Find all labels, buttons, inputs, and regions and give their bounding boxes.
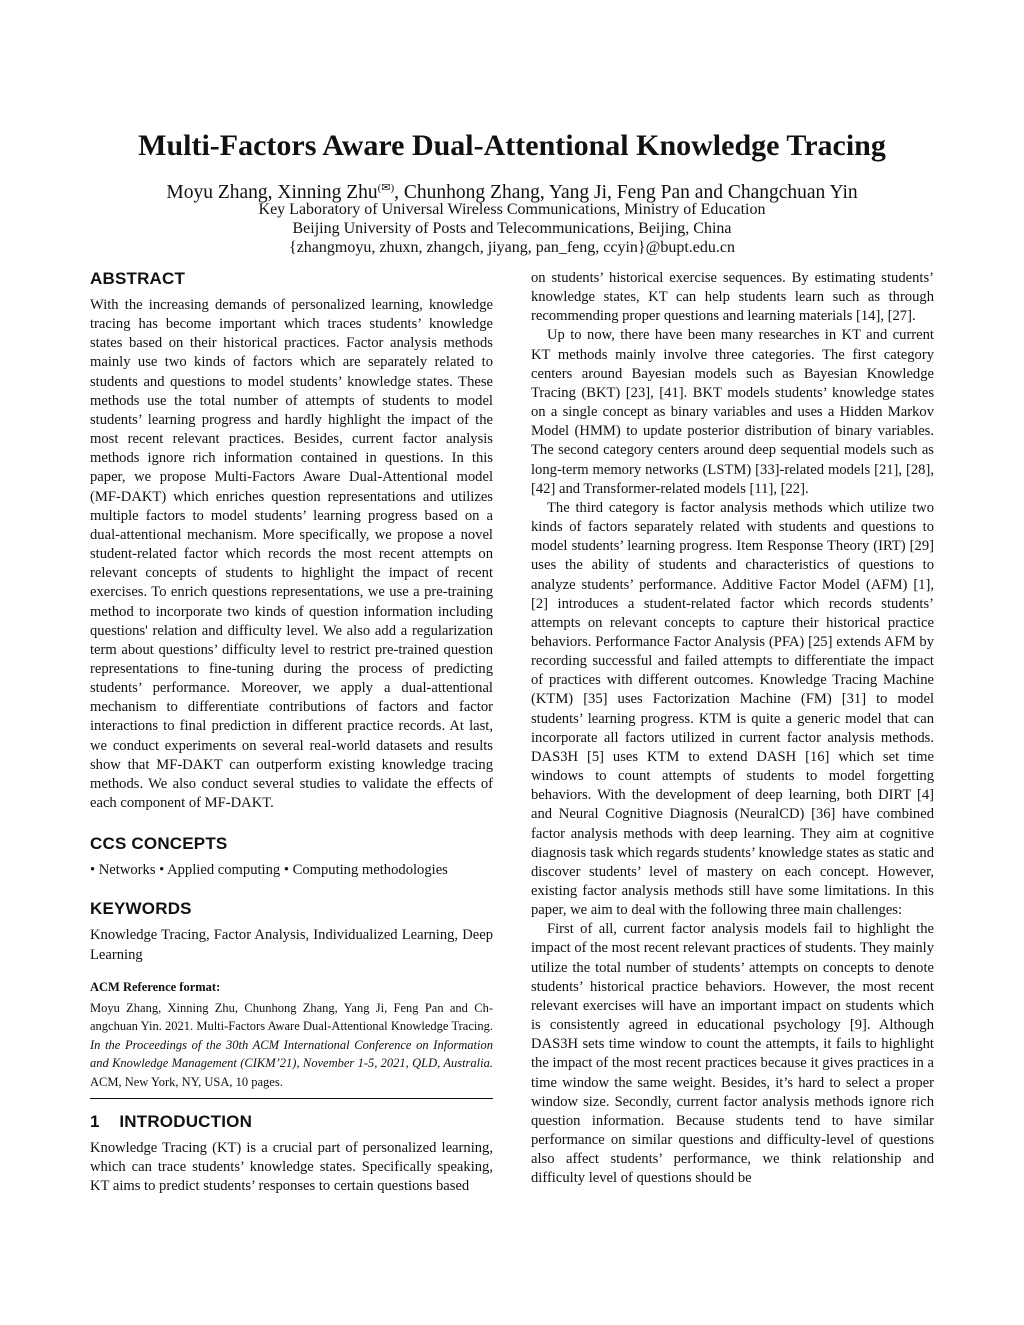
section-divider [90, 1098, 493, 1099]
introduction-paragraph-2: Up to now, there have been many researches in KT and current KT methods mainly involve three categories. The first category centers around Bayesian models such as Bayesian Knowledge Tracing (BKT) [23], [41]. BKT models students’ knowledge states on a single concept as binary variables and uses a Hidden Markov Model (HMM) to update posterior distribution of binary variables. The second category centers around deep sequential models such as long-term memory networks (LSTM) [33]-related models [21], [28], [42] and Transformer-related models [11], [22]. [531, 327, 934, 497]
acm-reference-citation: Moyu Zhang, Xinning Zhu, Chunhong Zhang, Yang Ji, Feng Pan and Ch-angchuan Yin. 2021. Multi-Factors Aware Dual-Attentional Knowledge Tracing. [90, 1000, 493, 1034]
paper-title: Multi-Factors Aware Dual-Attentional Knowledge Tracing [138, 129, 886, 162]
author-emails: {zhangmoyu, zhuxn, zhangch, jiyang, pan_feng, ccyin}@bupt.edu.cn [289, 239, 735, 256]
ccs-text: • Networks • Applied computing • Computing methodologies [90, 862, 448, 879]
affiliation-2: Beijing University of Posts and Telecommunications, Beijing, China [292, 220, 732, 237]
keywords-heading: KEYWORDS [90, 899, 192, 919]
acm-reference-venue: In the Proceedings of the 30th ACM International Conference on Information and Knowledge Management (CIKM’21), November 1-5, 2021, QLD, Australia. [90, 1037, 493, 1071]
abstract-heading: ABSTRACT [90, 269, 186, 288]
introduction-paragraph-1-end: on students’ historical exercise sequences. By estimating students’ knowledge states, KT can help students learn such as through recommending proper questions and learning materials [14], [27]. [531, 270, 934, 325]
introduction-paragraph-1-start: Knowledge Tracing (KT) is a crucial part of personalized learning, which can trace students’ knowledge states. Specifically speaking, KT aims to predict students’ responses to certain questions based [90, 1139, 493, 1194]
ccs-heading: CCS CONCEPTS [90, 834, 228, 854]
left-column [90, 268, 493, 1196]
authors-part-2: , Chunhong Zhang, Yang Ji, Feng Pan and Changchuan Yin [394, 182, 858, 203]
introduction-paragraph-4: First of all, current factor analysis models fail to highlight the impact of the most recent relevant practices of students. They mainly utilize the total number of students’ attempts on concepts to denote students’ historical practice behaviors. However, the most recent relevant exercises will have an important impact on students which is consistently agreed in educational psychology [9]. Although DAS3H sets time window to count the attempts, it fails to highlight the impact of the most recent practices because it gives practices in a time window the same weight. Besides, it’s hard to select a proper window size. Secondly, current factor analysis methods ignore rich question information. Because students tend to have similar performance on similar questions and difficulty-level of questions also affect students’ performance, we think relationship and difficulty level of questions should be [531, 921, 934, 1187]
acm-reference-publisher: ACM, New York, NY, USA, 10 pages. [90, 1075, 283, 1090]
corresponding-author-mark: (✉) [377, 182, 395, 194]
right-column [531, 269, 934, 1189]
keywords-text: Knowledge Tracing, Factor Analysis, Individualized Learning, Deep Learning [90, 927, 493, 963]
introduction-paragraph-3: The third category is factor analysis methods which utilize two kinds of factors separately related with students and questions to model students’ learning progress. Item Response Theory (IRT) [29] uses the ability of students and characteristics of questions to analyze students’ performance. Additive Factor Model (AFM) [1], [2] introduces a student-related factor which records students’ attempts on relevant concepts to capture their historical practice behaviors. Performance Factor Analysis (PFA) [25] extends AFM by recording successful and failed attempts to differentiate the impact of practices with different outcomes. Knowledge Tracing Machine (KTM) [35] uses Factorization Machine (FM) [31] to model students’ learning progress. KTM is quite a generic model that can incorporate all factors utilized in current factor analysis methods. DAS3H [5] uses KTM to extend DASH [16] which set time windows to count attempts of students to model forgetting behaviors. With the development of deep learning, both DIRT [4] and Neural Cognitive Diagnosis (NeuralCD) [36] have combined factor analysis methods with deep learning. They aim at cognitive diagnosis task which regards students’ knowledge states as static and discover students’ level of mastery on each concept. However, existing factor analysis methods still have some limitations. In this paper, we aim to deal with the following three main challenges: [531, 499, 934, 919]
authors-part-1: Moyu Zhang, Xinning Zhu [166, 182, 378, 203]
acm-reference-text [90, 999, 493, 1092]
abstract-text: With the increasing demands of personalized learning, knowledge tracing has become important which traces students’ knowledge states based on their historical practices. Factor analysis methods mainly use two kinds of factors which are separately related to students and questions to model students’ knowledge states. These methods use the total number of attempts of students to model students’ learning progress and hardly highlight the impact of the most recent relevant practices. Besides, current factor analysis methods ignore rich information contained in questions. In this paper, we propose Multi-Factors Aware Dual-Attentional model (MF-DAKT) which enriches question representations and utilizes multiple factors to model students’ learning progress based on a dual-attentional mechanism. More specifically, we propose a novel student-related factor which records the most recent attempts on relevant concepts of students to highlight the impact of recent exercises. To enrich questions representations, we use a pre-training method to incorporate two kinds of question information including questions' relation and difficulty level. We also add a regularization term about questions’ difficulty level to restrict pre-trained question representations to fine-tuning during the process of predicting students’ performance. Moreover, we apply a dual-attentional mechanism to differentiate contributions of factors and factor interactions to final prediction in different practice records. At last, we conduct experiments on several real-world datasets and results show that MF-DAKT can outperform existing knowledge tracing methods. We also conduct several studies to validate the effects of each component of MF-DAKT. [90, 297, 493, 812]
acm-reference-heading: ACM Reference format: [90, 979, 221, 994]
introduction-heading: 1 INTRODUCTION [90, 1111, 253, 1131]
affiliation-1: Key Laboratory of Universal Wireless Communications, Ministry of Education [258, 201, 766, 218]
